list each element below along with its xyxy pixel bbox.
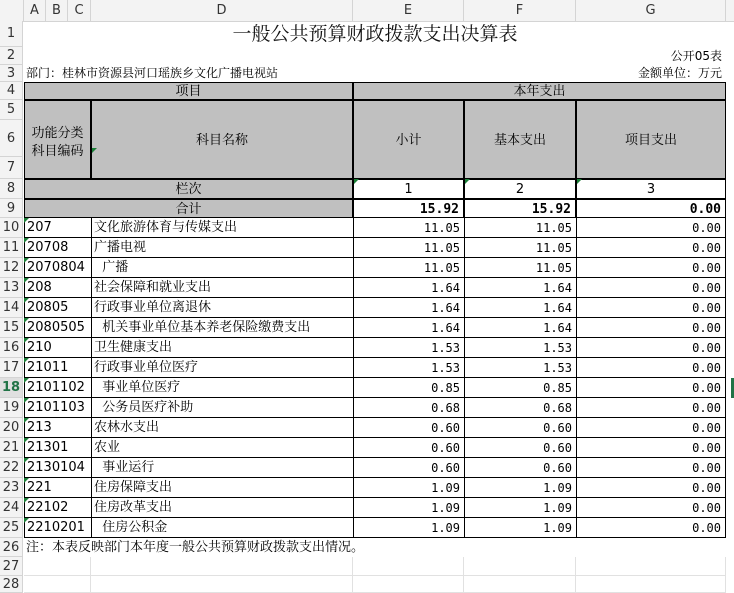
number-as-text-indicator-icon — [24, 218, 29, 223]
number-as-text-indicator-icon — [24, 278, 29, 283]
header-function-code[interactable]: 功能分类 科目编码 — [24, 100, 91, 179]
number-as-text-indicator-icon — [24, 418, 29, 423]
number-as-text-indicator-icon — [24, 458, 29, 463]
column-header-d[interactable]: D — [91, 0, 353, 21]
row-subtotal[interactable]: 1.64 — [353, 298, 464, 318]
row-header-11[interactable]: 11 — [0, 238, 23, 258]
row-basic[interactable]: 0.85 — [464, 378, 576, 398]
number-as-text-indicator-icon — [354, 179, 359, 184]
row-basic[interactable]: 1.53 — [464, 338, 576, 358]
number-as-text-indicator-icon — [24, 338, 29, 343]
column-header-g[interactable]: G — [576, 0, 726, 21]
select-all-corner[interactable] — [0, 0, 24, 21]
row-subtotal[interactable]: 0.60 — [353, 418, 464, 438]
row-subject-name[interactable]: 广播 — [91, 258, 353, 278]
row-project[interactable]: 0.00 — [576, 338, 726, 358]
row-basic[interactable]: 11.05 — [464, 258, 576, 278]
row-header-6[interactable]: 6 — [0, 120, 23, 157]
row-subject-name[interactable]: 社会保障和就业支出 — [91, 278, 353, 298]
row-header-28[interactable]: 28 — [0, 576, 23, 593]
row-subject-name[interactable]: 事业运行 — [91, 458, 353, 478]
row-header-7[interactable]: 7 — [0, 157, 23, 179]
number-as-text-indicator-icon — [24, 378, 29, 383]
column-order-2[interactable]: 2 — [464, 179, 576, 199]
row-header-17[interactable]: 17 — [0, 358, 23, 378]
row-basic[interactable]: 1.64 — [464, 318, 576, 338]
row-subject-name[interactable]: 农业 — [91, 438, 353, 458]
row-subtotal[interactable]: 0.60 — [353, 438, 464, 458]
row-header-5[interactable]: 5 — [0, 100, 23, 120]
row-subject-name[interactable]: 农林水支出 — [91, 418, 353, 438]
row-subtotal[interactable]: 1.53 — [353, 338, 464, 358]
row-project[interactable]: 0.00 — [576, 418, 726, 438]
number-as-text-indicator-icon — [24, 358, 29, 363]
number-as-text-indicator-icon — [24, 518, 29, 523]
row-function-code[interactable]: 2130104 — [24, 458, 91, 478]
number-as-text-indicator-icon — [24, 298, 29, 303]
row-function-code[interactable]: 213 — [24, 418, 91, 438]
row-project[interactable]: 0.00 — [576, 378, 726, 398]
column-header-a[interactable]: A — [24, 0, 46, 21]
row-header-18[interactable]: 18 — [0, 378, 23, 398]
row-subject-name[interactable]: 住房改革支出 — [91, 498, 353, 518]
row-function-code[interactable]: 2080505 — [24, 318, 91, 338]
row-subtotal[interactable]: 11.05 — [353, 258, 464, 278]
row-header-1[interactable]: 1 — [0, 21, 23, 47]
row-header-20[interactable]: 20 — [0, 418, 23, 438]
row-function-code[interactable]: 21301 — [24, 438, 91, 458]
table-title[interactable]: 一般公共预算财政拨款支出决算表 — [232, 23, 518, 45]
column-header-bar — [0, 0, 734, 22]
row-project[interactable]: 0.00 — [576, 398, 726, 418]
column-header-c[interactable]: C — [68, 0, 91, 21]
row-basic[interactable]: 0.60 — [464, 458, 576, 478]
row-header-3[interactable]: 3 — [0, 65, 23, 82]
row-subtotal[interactable]: 1.09 — [353, 518, 464, 538]
total-subtotal[interactable]: 15.92 — [353, 199, 464, 218]
row-subtotal[interactable]: 1.64 — [353, 318, 464, 338]
row-header-16[interactable]: 16 — [0, 338, 23, 358]
header-basic-expenditure[interactable]: 基本支出 — [464, 100, 576, 179]
row-subject-name[interactable]: 事业单位医疗 — [91, 378, 353, 398]
department-label[interactable]: 部门：桂林市资源县河口瑶族乡文化广播电视站 — [26, 66, 279, 80]
row-header-21[interactable]: 21 — [0, 438, 23, 458]
column-order-label[interactable]: 栏次 — [24, 179, 353, 199]
row-header-14[interactable]: 14 — [0, 298, 23, 318]
row-subtotal[interactable]: 0.60 — [353, 458, 464, 478]
row-subtotal[interactable]: 0.68 — [353, 398, 464, 418]
header-project-expenditure[interactable]: 项目支出 — [576, 100, 726, 179]
row-basic[interactable]: 1.09 — [464, 478, 576, 498]
total-basic[interactable]: 15.92 — [464, 199, 576, 218]
row-function-code[interactable]: 208 — [24, 278, 91, 298]
row-basic[interactable]: 11.05 — [464, 218, 576, 238]
row-project[interactable]: 0.00 — [576, 278, 726, 298]
row-subject-name[interactable]: 公务员医疗补助 — [91, 398, 353, 418]
number-as-text-indicator-icon — [24, 258, 29, 263]
row-header-24[interactable]: 24 — [0, 498, 23, 518]
row-project[interactable]: 0.00 — [576, 218, 726, 238]
row-header-12[interactable]: 12 — [0, 258, 23, 278]
number-as-text-indicator-icon — [24, 498, 29, 503]
footnote[interactable]: 注：本表反映部门本年度一般公共预算财政拨款支出情况。 — [26, 540, 365, 555]
row-header-15[interactable]: 15 — [0, 318, 23, 338]
header-subject-name[interactable]: 科目名称 — [91, 100, 353, 179]
column-order-3[interactable]: 3 — [576, 179, 726, 199]
number-as-text-indicator-icon — [24, 478, 29, 483]
row-function-code[interactable]: 20708 — [24, 238, 91, 258]
empty-cell[interactable] — [576, 557, 726, 576]
number-as-text-indicator-icon — [24, 318, 29, 323]
row-function-code[interactable]: 20805 — [24, 298, 91, 318]
row-function-code[interactable]: 221 — [24, 478, 91, 498]
row-function-code[interactable]: 2210201 — [24, 518, 91, 538]
number-as-text-indicator-icon — [465, 179, 470, 184]
total-label[interactable]: 合计 — [24, 199, 353, 218]
row-function-code[interactable]: 210 — [24, 338, 91, 358]
column-order-1[interactable]: 1 — [353, 179, 464, 199]
row-header-26[interactable]: 26 — [0, 538, 23, 557]
row-function-code[interactable]: 22102 — [24, 498, 91, 518]
total-project[interactable]: 0.00 — [576, 199, 726, 218]
row-basic[interactable]: 1.09 — [464, 518, 576, 538]
row-project[interactable]: 0.00 — [576, 458, 726, 478]
row-subject-name[interactable]: 住房公积金 — [91, 518, 353, 538]
row-subtotal[interactable]: 1.64 — [353, 278, 464, 298]
row-project[interactable]: 0.00 — [576, 258, 726, 278]
row-project[interactable]: 0.00 — [576, 358, 726, 378]
row-basic[interactable]: 1.09 — [464, 498, 576, 518]
row-project[interactable]: 0.00 — [576, 318, 726, 338]
row-subtotal[interactable]: 0.85 — [353, 378, 464, 398]
row-subject-name[interactable]: 广播电视 — [91, 238, 353, 258]
row-subject-name[interactable]: 住房保障支出 — [91, 478, 353, 498]
row-header-4[interactable]: 4 — [0, 82, 23, 100]
column-header-e[interactable]: E — [353, 0, 464, 21]
row-project[interactable]: 0.00 — [576, 238, 726, 258]
empty-cell[interactable] — [464, 576, 576, 593]
row-basic[interactable]: 0.60 — [464, 418, 576, 438]
row-project[interactable]: 0.00 — [576, 478, 726, 498]
row-subtotal[interactable]: 11.05 — [353, 218, 464, 238]
row-header-22[interactable]: 22 — [0, 458, 23, 478]
empty-cell[interactable] — [91, 557, 353, 576]
row-basic[interactable]: 1.64 — [464, 278, 576, 298]
number-as-text-indicator-icon — [92, 148, 97, 153]
row-subtotal[interactable]: 1.53 — [353, 358, 464, 378]
form-number[interactable]: 公开05表 — [670, 49, 722, 63]
number-as-text-indicator-icon — [24, 438, 29, 443]
empty-cell[interactable] — [24, 576, 91, 593]
row-subject-name[interactable]: 卫生健康支出 — [91, 338, 353, 358]
empty-cell[interactable] — [353, 557, 464, 576]
row-header-2[interactable]: 2 — [0, 47, 23, 65]
unit-label[interactable]: 金额单位：万元 — [637, 66, 722, 80]
row-basic[interactable]: 11.05 — [464, 238, 576, 258]
header-item[interactable]: 项目 — [24, 82, 353, 100]
row-project[interactable]: 0.00 — [576, 518, 726, 538]
row-function-code[interactable]: 207 — [24, 218, 91, 238]
number-as-text-indicator-icon — [24, 238, 29, 243]
number-as-text-indicator-icon — [577, 179, 582, 184]
empty-cell[interactable] — [24, 557, 91, 576]
row-basic[interactable]: 1.64 — [464, 298, 576, 318]
row-subject-name[interactable]: 文化旅游体育与传媒支出 — [91, 218, 353, 238]
row-function-code[interactable]: 2101102 — [24, 378, 91, 398]
empty-cell[interactable] — [464, 557, 576, 576]
row-subtotal[interactable]: 1.09 — [353, 498, 464, 518]
row-subject-name[interactable]: 行政事业单位离退休 — [91, 298, 353, 318]
column-header-f[interactable]: F — [464, 0, 576, 21]
empty-cell[interactable] — [353, 576, 464, 593]
row-basic[interactable]: 1.53 — [464, 358, 576, 378]
row-project[interactable]: 0.00 — [576, 438, 726, 458]
row-header-19[interactable]: 19 — [0, 398, 23, 418]
row-project[interactable]: 0.00 — [576, 498, 726, 518]
row-subject-name[interactable]: 机关事业单位基本养老保险缴费支出 — [91, 318, 353, 338]
row-header-13[interactable]: 13 — [0, 278, 23, 298]
row-header-10[interactable]: 10 — [0, 218, 23, 238]
row-header-27[interactable]: 27 — [0, 557, 23, 576]
row-subtotal[interactable]: 11.05 — [353, 238, 464, 258]
number-as-text-indicator-icon — [24, 398, 29, 403]
row-header-25[interactable]: 25 — [0, 518, 23, 538]
row-header-23[interactable]: 23 — [0, 478, 23, 498]
row-subject-name[interactable]: 行政事业单位医疗 — [91, 358, 353, 378]
row-header-8[interactable]: 8 — [0, 179, 23, 199]
row-basic[interactable]: 0.68 — [464, 398, 576, 418]
empty-cell[interactable] — [91, 576, 353, 593]
row-project[interactable]: 0.00 — [576, 298, 726, 318]
empty-cell[interactable] — [576, 576, 726, 593]
row-header-9[interactable]: 9 — [0, 199, 23, 218]
row-subtotal[interactable]: 1.09 — [353, 478, 464, 498]
row-basic[interactable]: 0.60 — [464, 438, 576, 458]
column-header-b[interactable]: B — [46, 0, 68, 21]
row-function-code[interactable]: 2070804 — [24, 258, 91, 278]
row-function-code[interactable]: 2101103 — [24, 398, 91, 418]
header-current-year[interactable]: 本年支出 — [353, 82, 726, 100]
header-subtotal[interactable]: 小计 — [353, 100, 464, 179]
row-function-code[interactable]: 21011 — [24, 358, 91, 378]
